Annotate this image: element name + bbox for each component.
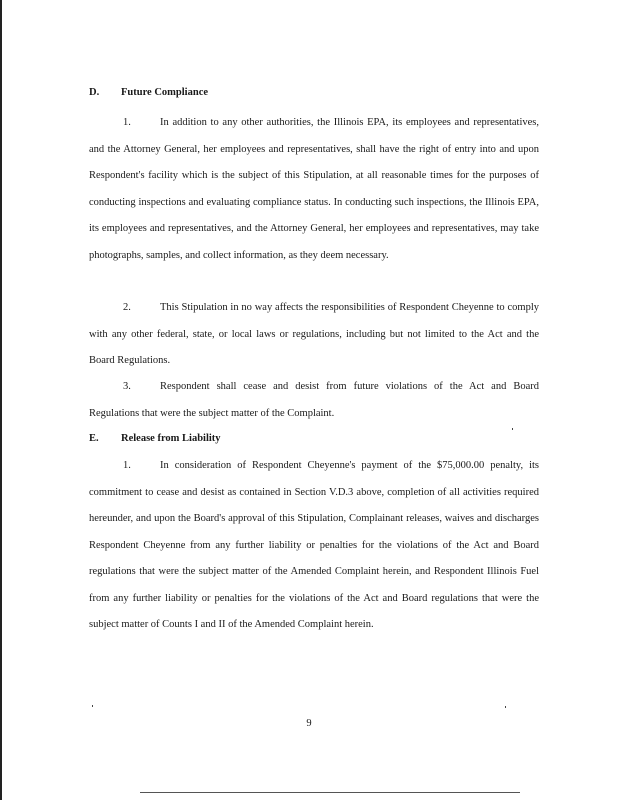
section-e-letter: E. (89, 433, 99, 444)
paragraph-d3-text: Respondent shall cease and desist from future violations of the Act and Board Regulations that were the subject matter of the Complaint. (89, 381, 539, 419)
paragraph-d1 (89, 110, 539, 269)
paragraph-e1 (89, 453, 539, 639)
section-d-heading (89, 87, 208, 98)
scan-speck (92, 705, 93, 707)
scan-left-edge (0, 0, 2, 800)
paragraph-d2-number: 2. (123, 302, 131, 313)
section-d-title: Future Compliance (121, 87, 209, 98)
paragraph-d2-text: This Stipulation in no way affects the responsibilities of Respondent Cheyenne to comply with any other federal, state, or local laws or regulations, including but not limited to the Act and the Board Regulations. (89, 302, 539, 366)
section-e-heading (89, 433, 221, 444)
paragraph-d1-number: 1. (123, 117, 131, 128)
scan-bottom-edge (140, 792, 520, 793)
section-d-letter: D. (89, 87, 100, 98)
section-e-title: Release from Liability (121, 433, 221, 444)
page-number: 9 (306, 718, 312, 729)
paragraph-d3-number: 3. (123, 381, 131, 392)
paragraph-d3 (89, 374, 539, 427)
scan-speck (512, 428, 513, 430)
scan-speck (505, 706, 506, 708)
paragraph-e1-text: In consideration of Respondent Cheyenne's payment of the $75,000.00 penalty, its commitment to cease and desist as contained in Section V.D.3 above, completion of all activities required hereunder, and upon the Board's approval of this Stipulation, Complainant releases, waives and discharges Respondent Cheyenne from any further liability or penalties for the violations of the Act and Board regulations that were the subject matter of the Amended Complaint herein, and Respondent Illinois Fuel from any further liability or penalties for the violations of the Act and Board regulations that were the subject matter of Counts I and II of the Amended Complaint herein. (89, 460, 539, 630)
paragraph-e1-number: 1. (123, 460, 131, 471)
paragraph-d1-text: In addition to any other authorities, the Illinois EPA, its employees and representatives, and the Attorney General, her employees and representatives, shall have the right of entry into and upon Respondent's facility which is the subject of this Stipulation, at all reasonable times for the purposes of conducting inspections and evaluating compliance status. In conducting such inspections, the Illinois EPA, its employees and representatives, and the Attorney General, her employees and representatives, may take photographs, samples, and collect information, as they deem necessary. (89, 117, 539, 261)
paragraph-d2 (89, 295, 539, 375)
